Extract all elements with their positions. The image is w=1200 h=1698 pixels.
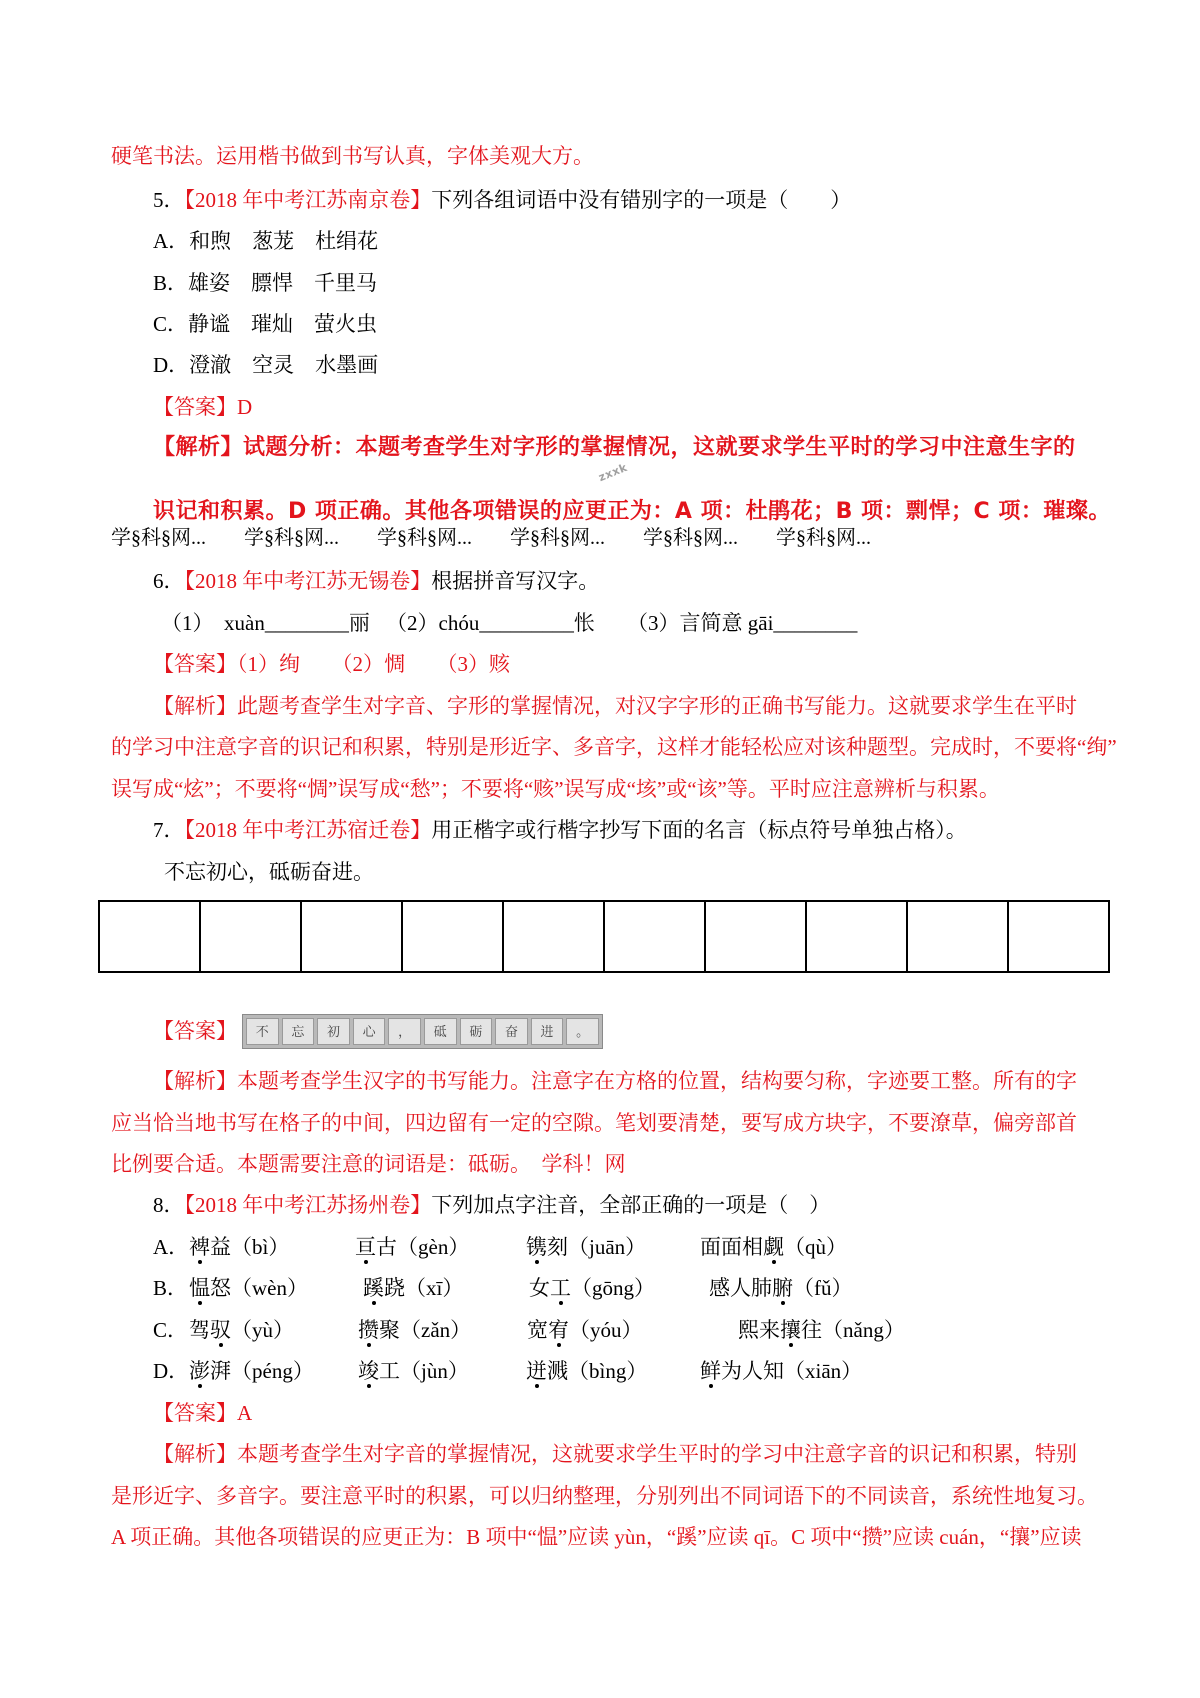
answer-grid-char: 奋 — [495, 1018, 528, 1045]
item-text-after: 为人知 — [721, 1359, 784, 1383]
q6-stem-text: 根据拼音写汉字。 — [431, 569, 600, 593]
q5-option-d: D．澄澈 空灵 水墨画 — [153, 353, 379, 377]
dotted-char: 工 — [550, 1267, 571, 1309]
item-text-before: 女 — [529, 1276, 550, 1300]
q7-analysis-line-3: 比例要合适。本题需要注意的词语是：砥砺。 学科！网 — [111, 1152, 626, 1176]
q6-answer: 【答案】（1）绚 （2）惆 （3）赅 — [153, 652, 510, 676]
item-text-before: 驾 — [189, 1318, 210, 1342]
dotted-char: 攘 — [780, 1309, 801, 1351]
pinyin: （qù） — [784, 1235, 847, 1259]
q5-number: 5． — [153, 188, 185, 212]
pinyin: （bì） — [231, 1235, 290, 1259]
q7-stem — [153, 809, 967, 851]
q8-option-item — [529, 1267, 655, 1309]
q8-option-item — [355, 1226, 469, 1268]
q5-option-c: C．静谧 璀灿 萤火虫 — [153, 312, 378, 336]
item-text-after: 古 — [376, 1235, 397, 1259]
q6-blank-1: （1） xuàn________丽 — [161, 611, 370, 635]
q5-option-b: B．雄姿 膘悍 千里马 — [153, 271, 378, 295]
item-text-after: 刻 — [547, 1235, 568, 1259]
q8-source: 【2018 年中考江苏扬州卷】 — [184, 1193, 432, 1217]
q8-option-label: B． — [153, 1276, 189, 1300]
dotted-char: 驭 — [210, 1309, 231, 1351]
pinyin: （nǎng） — [822, 1318, 905, 1342]
intro-line: 硬笔书法。运用楷书做到书写认真，字体美观大方。 — [111, 144, 594, 168]
writing-grid-cell — [605, 902, 706, 971]
q6-blanks — [161, 602, 881, 644]
dotted-char: 攒 — [358, 1309, 379, 1351]
pinyin: （péng） — [231, 1359, 314, 1383]
q5-source: 【2018 年中考江苏南京卷】 — [184, 188, 432, 212]
pinyin: （yóu） — [569, 1318, 643, 1342]
q8-number: 8． — [153, 1193, 185, 1217]
writing-grid-cell — [1009, 902, 1108, 971]
writing-grid-cell — [504, 902, 605, 971]
dotted-char: 迸 — [526, 1350, 547, 1392]
q7-analysis-line-1: 【解析】本题考查学生汉字的书写能力。注意字在方格的位置，结构要匀称，字迹要工整。所有的字 — [153, 1069, 1077, 1093]
answer-grid-char: 不 — [246, 1018, 279, 1045]
writing-grid-cell — [807, 902, 908, 971]
q5-stem-text: 下列各组词语中没有错别字的一项是（ ） — [431, 188, 852, 212]
q8-analysis-line-3: A 项正确。其他各项错误的应更正为：B 项中“愠”应读 yùn，“蹊”应读 qī。C 项中“攒”应读 cuán，“攘”应读 — [111, 1525, 1082, 1549]
q6-analysis-line-2: 的学习中注意字音的识记和积累，特别是形近字、多音字，这样才能轻松应对该种题型。完成时，不要将“绚” — [111, 735, 1117, 759]
pinyin: （zǎn） — [400, 1318, 472, 1342]
q8-option-item — [189, 1350, 314, 1392]
writing-grid-cell — [201, 902, 302, 971]
writing-grid — [98, 900, 1110, 973]
pinyin: （fǔ） — [793, 1276, 853, 1300]
item-text-after: 益 — [210, 1235, 231, 1259]
item-text-before: 感人肺 — [709, 1276, 772, 1300]
dotted-char: 腑 — [772, 1267, 793, 1309]
q8-option-item — [700, 1226, 847, 1268]
dotted-char: 蹊 — [363, 1267, 384, 1309]
pinyin: （xī） — [405, 1276, 464, 1300]
q7-motto: 不忘初心，砥砺奋进。 — [164, 860, 374, 884]
dotted-char: 宥 — [548, 1309, 569, 1351]
item-text-before: 熙来 — [738, 1318, 780, 1342]
item-text-after: 聚 — [379, 1318, 400, 1342]
q6-analysis-line-1: 【解析】此题考查学生对字音、字形的掌握情况，对汉字字形的正确书写能力。这就要求学生在平时 — [153, 694, 1077, 718]
q6-stem — [153, 560, 599, 602]
answer-grid-char: 忘 — [282, 1018, 315, 1045]
q6-analysis-line-3: 误写成“炫”；不要将“惆”误写成“愁”；不要将“赅”误写成“垓”或“该”等。平时应注意辨析与积累。 — [111, 777, 1000, 801]
pinyin: （bìng） — [568, 1359, 648, 1383]
q8-option-item — [358, 1309, 471, 1351]
q8-option-a — [153, 1226, 1053, 1268]
item-text-after: 溅 — [547, 1359, 568, 1383]
answer-grid-char: 。 — [566, 1018, 599, 1045]
q8-option-item — [363, 1267, 463, 1309]
q8-option-item — [526, 1350, 647, 1392]
q5-analysis-line-1: 【解析】试题分析：本题考查学生对字形的掌握情况，这就要求学生平时的学习中注意生字的 — [153, 435, 1076, 460]
answer-grid-char: 砥 — [424, 1018, 457, 1045]
q7-answer-label: 【答案】 — [153, 1019, 237, 1043]
dotted-char: 竣 — [358, 1350, 379, 1392]
q5-option-a: A．和煦 葱茏 杜绢花 — [153, 229, 379, 253]
q8-analysis-line-2: 是形近字、多音字。要注意平时的积累，可以归纳整理，分别列出不同词语下的不同读音，系统性地复习。 — [111, 1484, 1098, 1508]
q8-answer: 【答案】A — [153, 1401, 253, 1425]
answer-grid-char: 砺 — [460, 1018, 493, 1045]
item-text-after: 工 — [379, 1359, 400, 1383]
q5-stem — [153, 179, 851, 221]
dotted-char: 愠 — [189, 1267, 210, 1309]
item-text-after: 怒 — [210, 1276, 231, 1300]
dotted-char: 澎 — [189, 1350, 210, 1392]
writing-grid-cell — [100, 902, 201, 971]
q5-analysis-line-2: 识记和积累。D 项正确。其他各项错误的应更正为：A 项：杜鹃花；B 项：剽悍；C 项：璀璨。 — [153, 499, 1111, 524]
pinyin: （xiān） — [784, 1359, 863, 1383]
pinyin: （wèn） — [231, 1276, 308, 1300]
q8-option-label: D． — [153, 1359, 190, 1383]
writing-grid-cell — [403, 902, 504, 971]
site-footer: 学§科§网... 学§科§网... 学§科§网... 学§科§网... 学§科§网... 学§科§网... — [111, 527, 871, 549]
item-text-after: 跷 — [384, 1276, 405, 1300]
q8-option-item — [738, 1309, 905, 1351]
q8-option-c — [153, 1309, 1053, 1351]
pinyin: （juān） — [568, 1235, 647, 1259]
q8-option-item — [527, 1309, 643, 1351]
q7-stem-text: 用正楷字或行楷字抄写下面的名言（标点符号单独占格）。 — [431, 818, 967, 842]
q8-stem-text: 下列加点字注音，全部正确的一项是（ ） — [431, 1193, 831, 1217]
q8-option-label: A． — [153, 1235, 190, 1259]
q5-answer: 【答案】D — [153, 395, 253, 419]
q8-stem — [153, 1184, 830, 1226]
q6-blank-3: （3）言简意 gāi________ — [627, 611, 858, 635]
item-text-after: 湃 — [210, 1359, 231, 1383]
writing-grid-cell — [706, 902, 807, 971]
dotted-char: 鲜 — [700, 1350, 721, 1392]
answer-grid-char: 初 — [317, 1018, 350, 1045]
pinyin: （yù） — [231, 1318, 294, 1342]
q8-analysis-line-1: 【解析】本题考查学生对字音的掌握情况，这就要求学生平时的学习中注意字音的识记和积累，特别 — [153, 1442, 1077, 1466]
q8-option-item — [526, 1226, 646, 1268]
answer-grid-char: 心 — [353, 1018, 386, 1045]
q7-number: 7． — [153, 818, 185, 842]
dotted-char: 觑 — [763, 1226, 784, 1268]
q6-number: 6． — [153, 569, 185, 593]
q7-analysis-line-2: 应当恰当地书写在格子的中间，四边留有一定的空隙。笔划要清楚，要写成方块字，不要潦草，偏旁部首 — [111, 1111, 1077, 1135]
q8-option-item — [189, 1267, 308, 1309]
q6-blank-2: （2）chóu_________怅 — [386, 611, 595, 635]
writing-grid-cell — [908, 902, 1009, 971]
item-text-before: 宽 — [527, 1318, 548, 1342]
q8-option-label: C． — [153, 1318, 189, 1342]
q8-option-b — [153, 1267, 1053, 1309]
q6-source: 【2018 年中考江苏无锡卷】 — [184, 569, 432, 593]
item-text-before: 面面相 — [700, 1235, 763, 1259]
q8-option-item — [700, 1350, 862, 1392]
q8-option-item — [709, 1267, 853, 1309]
pinyin: （gèn） — [397, 1235, 470, 1259]
q7-answer-image — [242, 1014, 603, 1049]
dotted-char: 镌 — [526, 1226, 547, 1268]
pinyin: （gōng） — [571, 1276, 655, 1300]
answer-grid-char: 进 — [531, 1018, 564, 1045]
q8-option-item — [358, 1350, 469, 1392]
dotted-char: 亘 — [355, 1226, 376, 1268]
watermark-logo: zxxk — [596, 460, 630, 485]
pinyin: （jùn） — [400, 1359, 469, 1383]
answer-grid-char: ， — [388, 1018, 421, 1045]
q8-option-item — [189, 1226, 289, 1268]
q7-source: 【2018 年中考江苏宿迁卷】 — [184, 818, 432, 842]
item-text-after: 往 — [801, 1318, 822, 1342]
q8-option-item — [189, 1309, 294, 1351]
writing-grid-cell — [302, 902, 403, 971]
q8-option-d — [153, 1350, 1053, 1392]
dotted-char: 裨 — [189, 1226, 210, 1268]
